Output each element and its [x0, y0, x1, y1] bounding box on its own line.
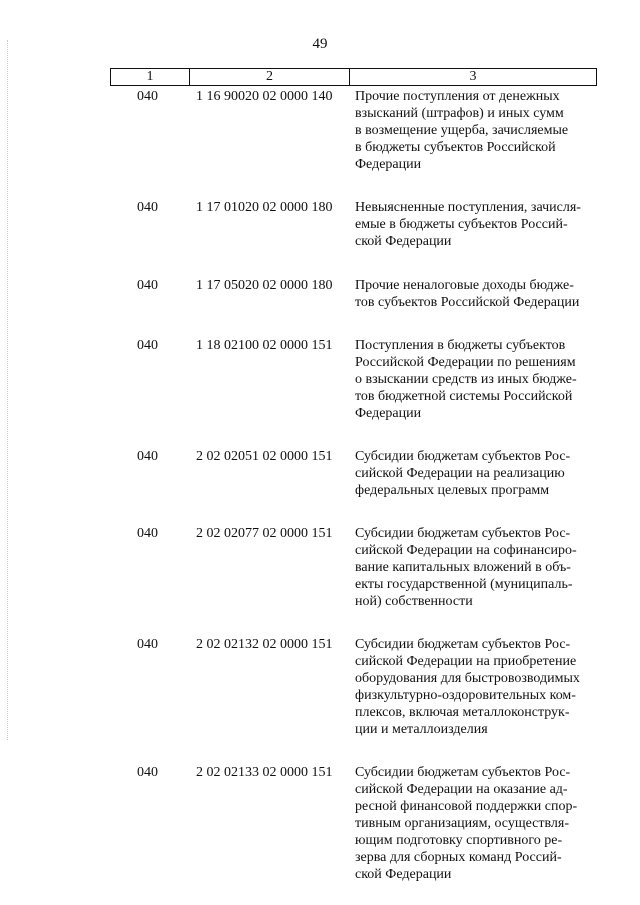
description-line: оборудования для быстровозводимых — [355, 671, 580, 686]
description-line: физкультурно-оздоровительных ком- — [355, 688, 576, 703]
description-line: ской Федерации — [355, 867, 452, 882]
description-line: сийской Федерации на реализацию — [355, 466, 565, 481]
page-number: 49 — [312, 36, 328, 52]
table-row — [0, 448, 640, 499]
table-header — [110, 68, 597, 86]
description-line: Субсидии бюджетам субъектов Рос- — [355, 765, 571, 780]
admin-code: 040 — [137, 338, 158, 353]
revenue-description — [355, 337, 595, 422]
description-line: в возмещение ущерба, зачисляемые — [355, 123, 569, 138]
budget-classification-code: 1 17 05020 02 0000 180 — [196, 278, 333, 293]
admin-code: 040 — [137, 637, 158, 652]
description-line: тов бюджетной системы Российской — [355, 389, 573, 404]
header-col-1: 1 — [111, 69, 190, 85]
admin-code: 040 — [137, 89, 158, 104]
admin-code: 040 — [137, 200, 158, 215]
table-row — [0, 525, 640, 610]
admin-code: 040 — [137, 765, 158, 780]
budget-classification-code: 2 02 02132 02 0000 151 — [196, 637, 333, 652]
table-body — [0, 88, 640, 883]
description-line: о взыскании средств из иных бюдже- — [355, 372, 577, 387]
revenue-description — [355, 525, 595, 610]
description-line: Прочие неналоговые доходы бюдже- — [355, 278, 574, 293]
budget-classification-code: 2 02 02133 02 0000 151 — [196, 765, 333, 780]
admin-code: 040 — [137, 278, 158, 293]
budget-classification-code: 2 02 02051 02 0000 151 — [196, 449, 333, 464]
header-col-3: 3 — [469, 69, 477, 84]
description-line: екты государственной (муниципаль- — [355, 577, 573, 592]
revenue-description — [355, 277, 595, 311]
admin-code: 040 — [137, 526, 158, 541]
description-line: Субсидии бюджетам субъектов Рос- — [355, 526, 571, 541]
budget-classification-code: 2 02 02077 02 0000 151 — [196, 526, 333, 541]
header-col-2: 2 — [190, 69, 350, 85]
description-line: сийской Федерации на софинансиро- — [355, 543, 577, 558]
description-line: Невыясненные поступления, зачисля- — [355, 200, 581, 215]
description-line: в бюджеты субъектов Российской — [355, 140, 556, 155]
description-line: вание капитальных вложений в объ- — [355, 560, 571, 575]
table-row — [0, 277, 640, 311]
description-line: емые в бюджеты субъектов Россий- — [355, 217, 568, 232]
budget-classification-code: 1 16 90020 02 0000 140 — [196, 89, 333, 104]
table-row — [0, 636, 640, 738]
description-line: тов субъектов Российской Федерации — [355, 295, 580, 310]
description-line: сийской Федерации на приобретение — [355, 654, 577, 669]
revenue-description — [355, 199, 595, 250]
revenue-description — [355, 88, 595, 173]
description-line: тивным организациям, осуществля- — [355, 816, 570, 831]
description-line: Поступления в бюджеты субъектов — [355, 338, 566, 353]
table-row — [0, 199, 640, 250]
table-row — [0, 337, 640, 422]
description-line: зерва для сборных команд Россий- — [355, 850, 562, 865]
description-line: ской Федерации — [355, 234, 452, 249]
description-line: ющим подготовку спортивного ре- — [355, 833, 563, 848]
description-line: ции и металлоизделия — [355, 722, 488, 737]
description-line: взысканий (штрафов) и иных сумм — [355, 106, 564, 121]
budget-classification-code: 1 18 02100 02 0000 151 — [196, 338, 333, 353]
description-line: федеральных целевых программ — [355, 483, 550, 498]
description-line: Прочие поступления от денежных — [355, 89, 560, 104]
budget-classification-code: 1 17 01020 02 0000 180 — [196, 200, 333, 215]
description-line: ресной финансовой поддержки спор- — [355, 799, 578, 814]
table-row — [0, 88, 640, 173]
description-line: плексов, включая металлоконструк- — [355, 705, 570, 720]
description-line: Федерации — [355, 406, 422, 421]
revenue-description — [355, 764, 595, 883]
description-line: ной) собственности — [355, 594, 473, 609]
description-line: Субсидии бюджетам субъектов Рос- — [355, 637, 571, 652]
description-line: сийской Федерации на оказание ад- — [355, 782, 568, 797]
admin-code: 040 — [137, 449, 158, 464]
table-row — [0, 764, 640, 883]
description-line: Российской Федерации по решениям — [355, 355, 576, 370]
revenue-description — [355, 448, 595, 499]
description-line: Субсидии бюджетам субъектов Рос- — [355, 449, 571, 464]
revenue-description — [355, 636, 595, 738]
description-line: Федерации — [355, 157, 422, 172]
